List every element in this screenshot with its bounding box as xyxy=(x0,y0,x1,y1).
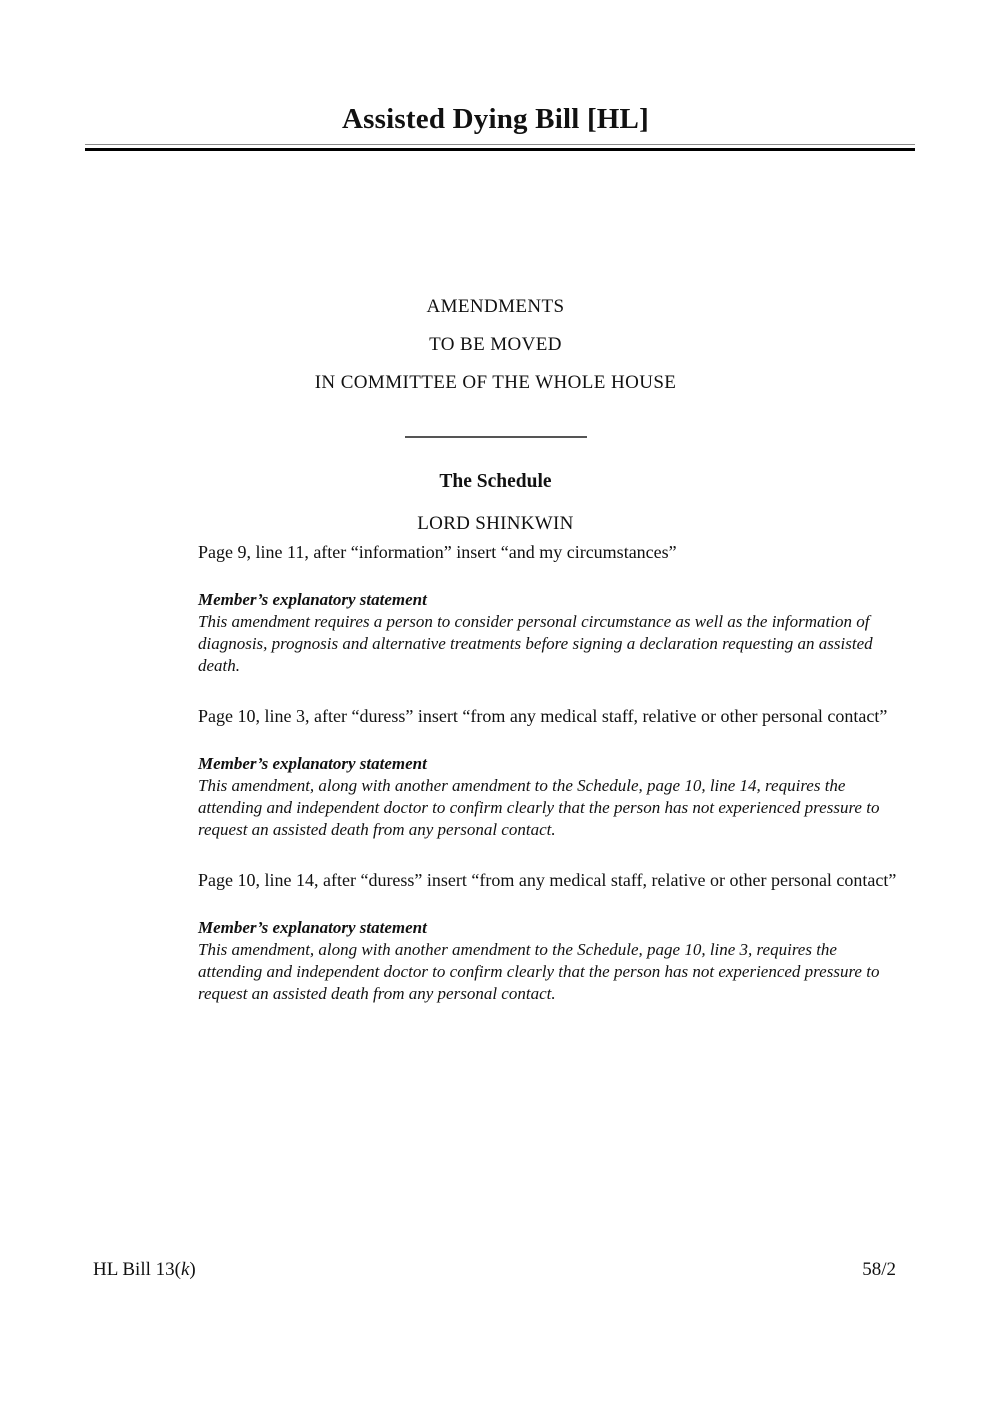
heading-to-be-moved: TO BE MOVED xyxy=(429,334,562,355)
amendments-heading-block xyxy=(0,288,991,402)
title-rule-thin xyxy=(85,144,915,145)
amendment-1-instruction: Page 9, line 11, after “information” insert “and my circumstances” xyxy=(198,542,677,562)
amendment-3 xyxy=(198,869,898,1005)
amendment-1-statement-label: Member’s explanatory statement xyxy=(198,590,427,609)
section-divider-rule xyxy=(405,436,587,438)
title-rule-thick xyxy=(85,148,915,151)
amendment-2-instruction: Page 10, line 3, after “duress” insert “from any medical staff, relative or other personal contact” xyxy=(198,706,888,726)
amendment-3-instruction: Page 10, line 14, after “duress” insert “from any medical staff, relative or other personal contact” xyxy=(198,870,897,890)
heading-committee: IN COMMITTEE OF THE WHOLE HOUSE xyxy=(314,372,677,393)
mover-name: LORD SHINKWIN xyxy=(417,513,574,534)
schedule-heading: The Schedule xyxy=(439,471,552,492)
footer-bill-ref-prefix: HL Bill 13( xyxy=(93,1259,181,1280)
heading-amendments: AMENDMENTS xyxy=(426,296,565,317)
amendment-1-statement: This amendment requires a person to consider personal circumstance as well as the information of diagnosis, prognosis and alternative treatments before signing a declaration requesting an assisted death. xyxy=(198,612,873,675)
footer-bill-ref-letter: k xyxy=(180,1259,190,1280)
footer-bill-reference xyxy=(93,1259,196,1281)
amendment-2-statement-label: Member’s explanatory statement xyxy=(198,754,427,773)
bill-title: Assisted Dying Bill [HL] xyxy=(342,103,649,135)
footer-sheet-number: 58/2 xyxy=(862,1259,896,1280)
amendment-3-statement-label: Member’s explanatory statement xyxy=(198,918,427,937)
amendment-3-statement: This amendment, along with another amendment to the Schedule, page 10, line 3, requires the attending and independent doctor to confirm clearly that the person has not experienced pressure to request an assisted death from any personal contact. xyxy=(198,940,880,1003)
footer-bill-ref-suffix: ) xyxy=(189,1259,196,1280)
amendment-2-statement: This amendment, along with another amendment to the Schedule, page 10, line 14, requires the attending and independent doctor to confirm clearly that the person has not experienced pressure to request an assisted death from any personal contact. xyxy=(198,776,880,839)
amendment-2 xyxy=(198,705,898,841)
amendment-1 xyxy=(198,541,898,677)
amendments-column xyxy=(198,541,898,1005)
